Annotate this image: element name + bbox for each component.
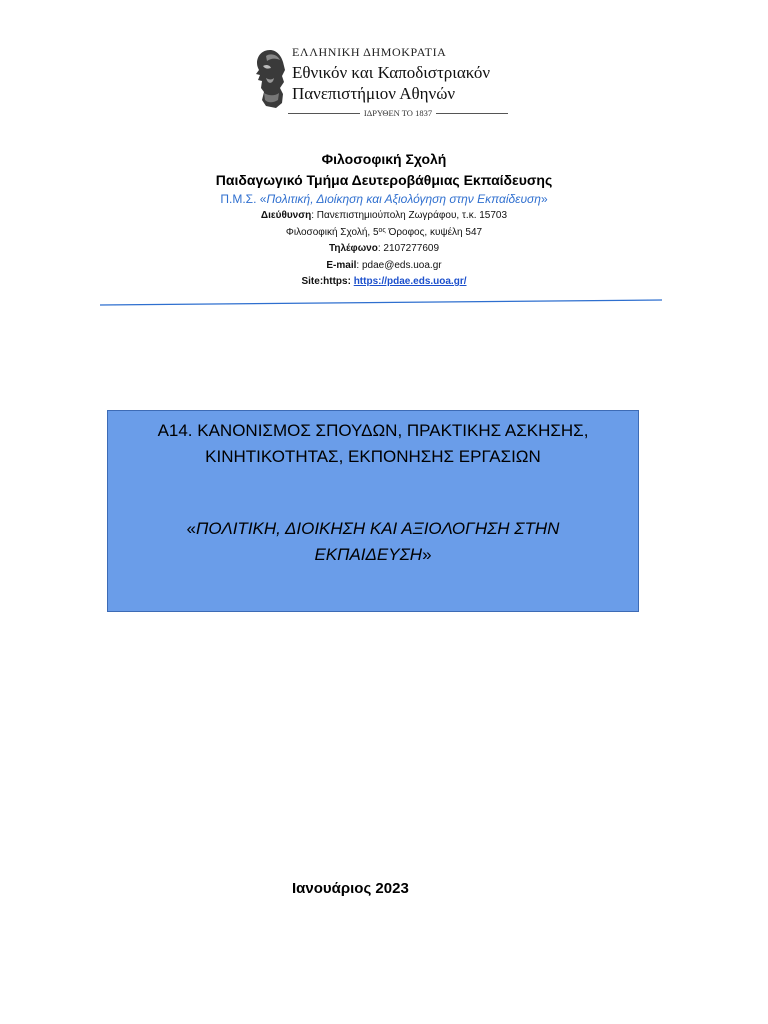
subtitle-text-2: ΕΚΠΑΙΔΕΥΣΗ — [314, 545, 423, 564]
address-label: Διεύθυνση — [260, 210, 312, 221]
phone-value: : 2107277609 — [377, 243, 439, 254]
header-divider — [100, 298, 662, 310]
title-line-2: ΚΙΝΗΤΙΚΟΤΗΤΑΣ, ΕΚΠΟΝΗΣΗΣ ΕΡΓΑΣΙΩΝ — [205, 447, 541, 466]
subtitle-quote-close: » — [422, 545, 432, 564]
school-name: Φιλοσοφική Σχολή — [321, 151, 447, 167]
subtitle-text-1: ΠΟΛΙΤΙΚΗ, ΔΙΟΙΚΗΣΗ ΚΑΙ ΑΞΙΟΛΟΓΗΣΗ ΣΤΗΝ — [196, 519, 560, 538]
department-name: Παιδαγωγικό Τμήμα Δευτεροβάθμιας Εκπαίδευσης — [215, 172, 553, 188]
subtitle-quote-open: « — [186, 519, 197, 538]
floor-text-1: Φιλοσοφική Σχολή, 5 — [285, 227, 379, 238]
floor-text-2: Όροφος, κυψέλη 547 — [385, 227, 483, 238]
floor-line — [0, 227, 768, 238]
subtitle-line-2 — [108, 545, 638, 565]
program-title: Πολιτική, Διοίκηση και Αξιολόγηση στην Εκπαίδευση — [266, 192, 541, 206]
athena-head-icon — [252, 48, 288, 110]
phone-label: Τηλέφωνο — [329, 243, 378, 254]
email-label: E-mail — [326, 260, 357, 271]
document-title-box — [107, 410, 639, 612]
logo-country-text: ΕΛΛΗΝΙΚΗ ΔΗΜΟΚΡΑΤΙΑ — [292, 45, 447, 59]
site-line — [0, 276, 768, 287]
address-line — [0, 210, 768, 221]
logo-rule-left — [288, 113, 360, 114]
address-value: : Πανεπιστημιούπολη Ζωγράφου, τ.κ. 15703 — [311, 210, 508, 221]
logo-founded-text: ΙΔΡΥΘΕΝ ΤΟ 1837 — [363, 108, 433, 118]
email-value: : pdae@eds.uoa.gr — [356, 260, 442, 271]
university-logo — [248, 44, 528, 124]
document-date: Ιανουάριος 2023 — [292, 880, 409, 897]
site-link[interactable]: https://pdae.eds.uoa.gr/ — [353, 276, 467, 287]
program-suffix: » — [540, 192, 548, 206]
subtitle-line-1 — [108, 519, 638, 539]
site-separator: : — [347, 276, 354, 287]
logo-founded — [288, 108, 508, 118]
program-name — [0, 192, 768, 206]
logo-university-name-2: Πανεπιστήμιον Αθηνών — [292, 84, 456, 103]
floor-ordinal: ος — [378, 227, 386, 234]
email-line — [0, 260, 768, 271]
site-label: Site:https — [301, 276, 348, 287]
logo-university-name-1: Εθνικόν και Καποδιστριακόν — [292, 63, 491, 82]
title-line-1: Α14. ΚΑΝΟΝΙΣΜΟΣ ΣΠΟΥΔΩΝ, ΠΡΑΚΤΙΚΗΣ ΑΣΚΗΣΗΣ, — [157, 421, 589, 440]
program-prefix: Π.Μ.Σ. « — [220, 192, 267, 206]
phone-line — [0, 243, 768, 254]
logo-rule-right — [436, 113, 508, 114]
